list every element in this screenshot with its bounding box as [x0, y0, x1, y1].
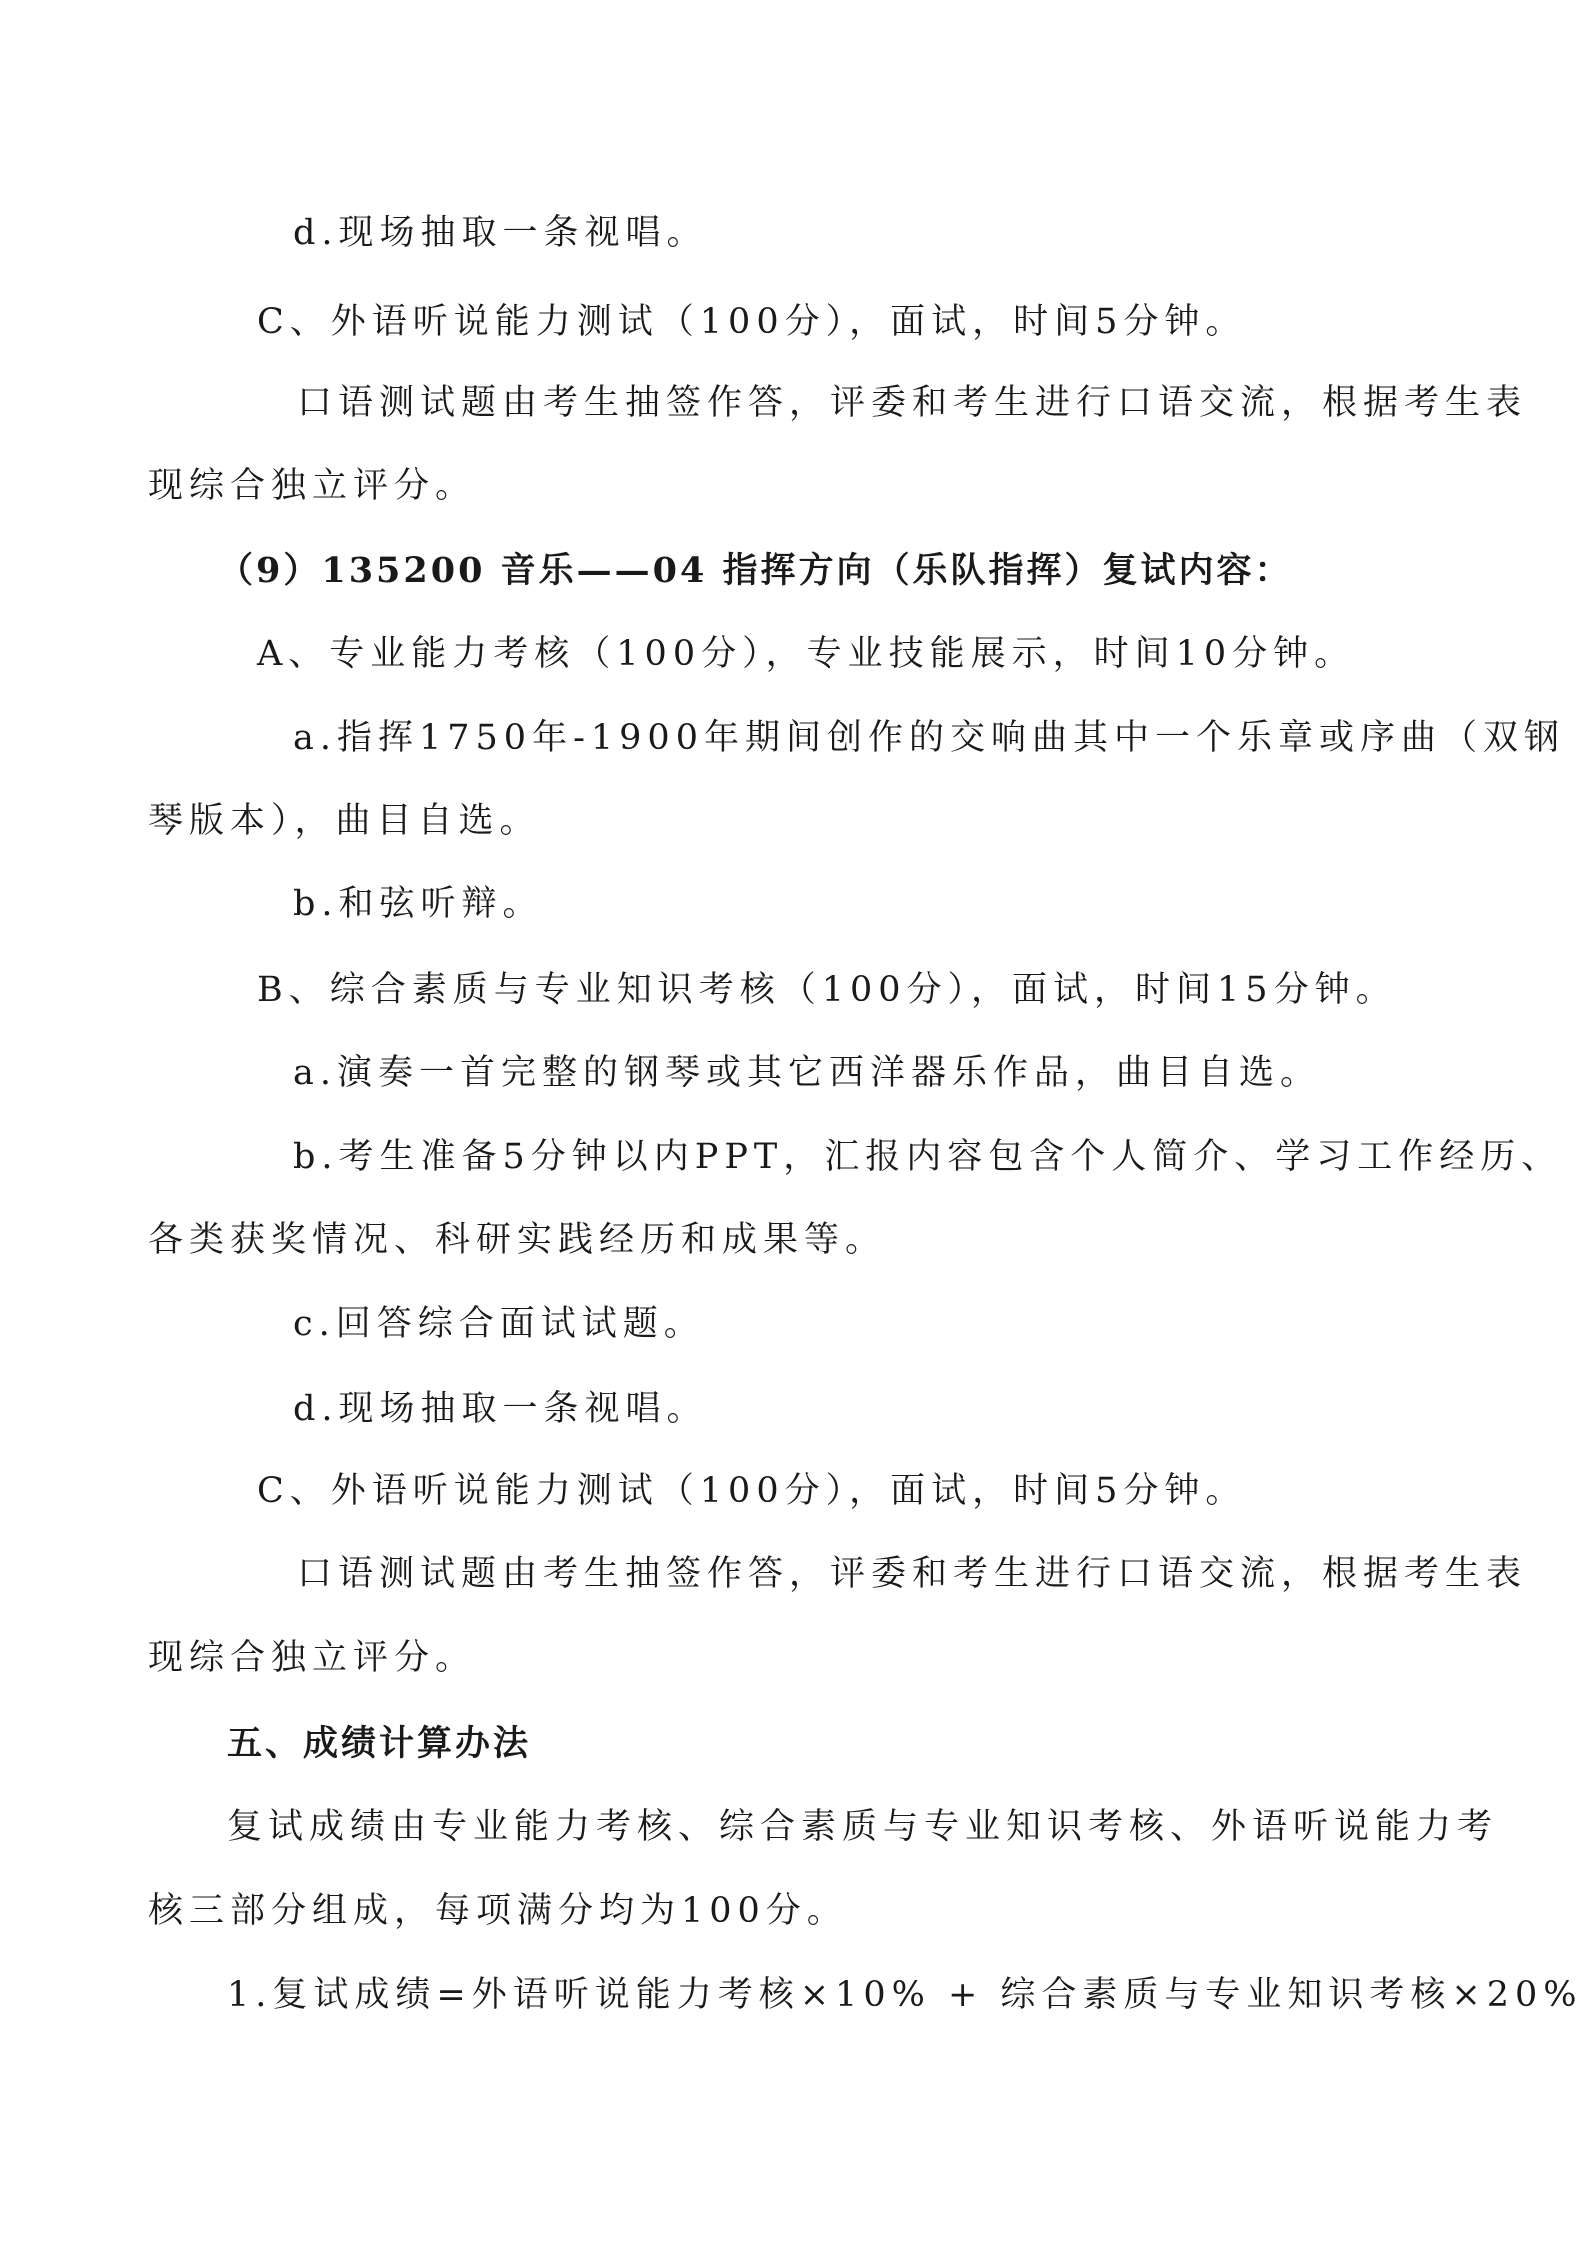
paragraph-line: C、外语听说能力测试（100分），面试，时间5分钟。	[257, 1471, 1247, 1511]
paragraph-line: 核三部分组成，每项满分均为100分。	[148, 1891, 848, 1931]
paragraph-line: d.现场抽取一条视唱。	[293, 213, 708, 253]
paragraph-line: A、专业能力考核（100分），专业技能展示，时间10分钟。	[257, 634, 1356, 674]
paragraph-line: a.指挥1750年-1900年期间创作的交响曲其中一个乐章或序曲（双钢	[293, 718, 1565, 758]
section-heading: 五、成绩计算办法	[227, 1723, 532, 1764]
paragraph-line: C、外语听说能力测试（100分），面试，时间5分钟。	[257, 302, 1247, 342]
paragraph-line: B、综合素质与专业知识考核（100分），面试，时间15分钟。	[257, 970, 1397, 1010]
paragraph-line: 各类获奖情况、科研实践经历和成果等。	[148, 1220, 887, 1260]
paragraph-line: a.演奏一首完整的钢琴或其它西洋器乐作品，曲目自选。	[293, 1053, 1321, 1093]
paragraph-line: c.回答综合面试试题。	[293, 1304, 705, 1344]
section-heading: （9）135200 音乐——04 指挥方向（乐队指挥）复试内容：	[218, 550, 1293, 591]
paragraph-line: d.现场抽取一条视唱。	[293, 1389, 708, 1429]
paragraph-line: 口语测试题由考生抽签作答，评委和考生进行口语交流，根据考生表	[297, 383, 1528, 423]
paragraph-line: 现综合独立评分。	[148, 466, 477, 506]
paragraph-line: 1.复试成绩=外语听说能力考核×10% + 综合素质与专业知识考核×20%	[227, 1975, 1583, 2015]
paragraph-line: b.和弦听辩。	[293, 884, 544, 924]
paragraph-line: 现综合独立评分。	[148, 1638, 477, 1678]
paragraph-line: 复试成绩由专业能力考核、综合素质与专业知识考核、外语听说能力考	[227, 1807, 1499, 1847]
paragraph-line: 琴版本），曲目自选。	[148, 801, 541, 841]
paragraph-line: 口语测试题由考生抽签作答，评委和考生进行口语交流，根据考生表	[297, 1554, 1528, 1594]
paragraph-line: b.考生准备5分钟以内PPT，汇报内容包含个人简介、学习工作经历、	[293, 1137, 1563, 1177]
